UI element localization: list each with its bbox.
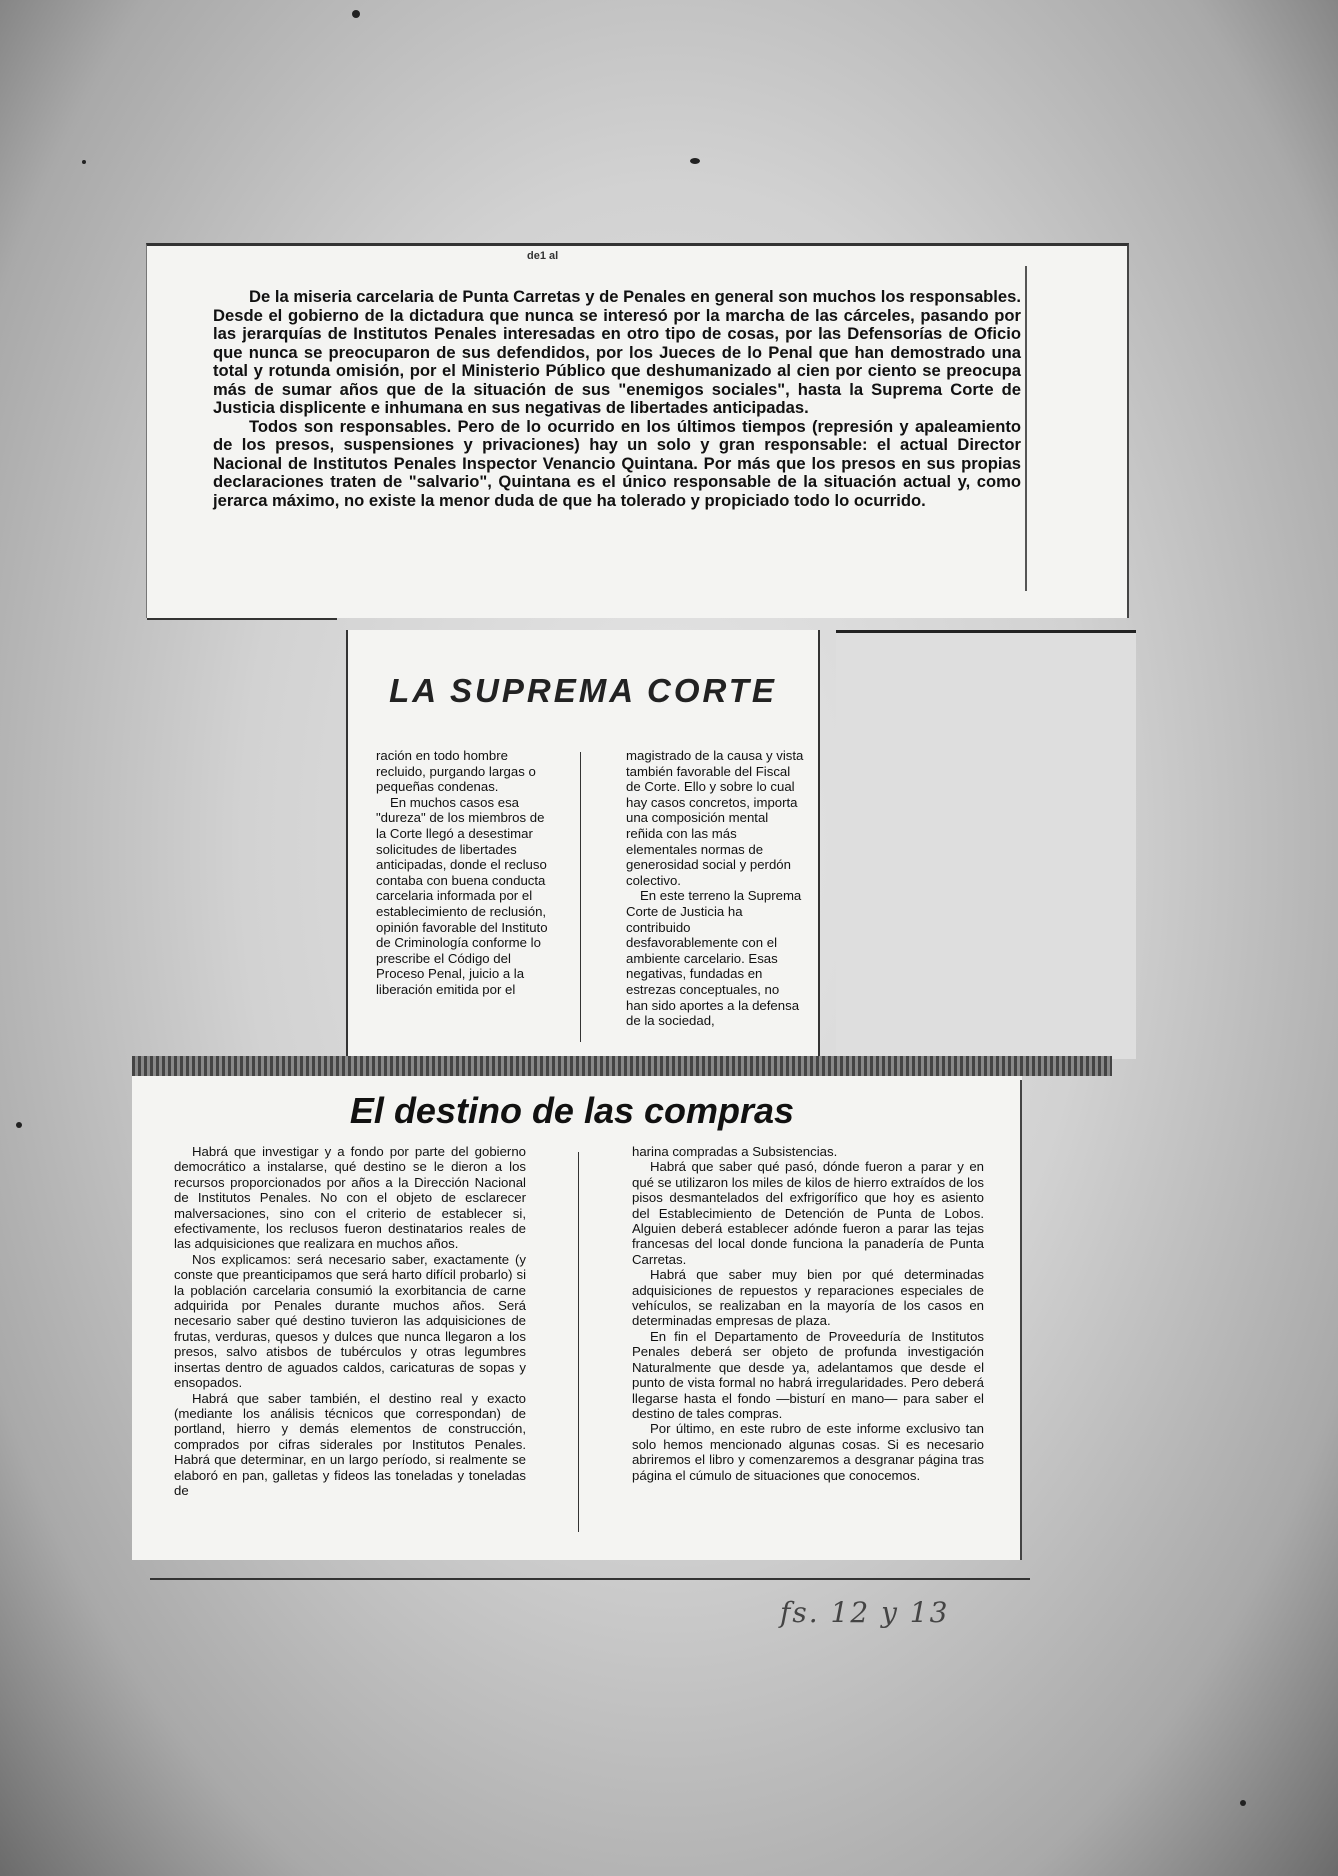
paragraph: Habrá que saber también, el destino real y exacto (mediante los análisis técnicos que correspondan) de portland, hierro y demás elementos de construcción, comprados por cifras siderales por Institutos Penales. Habrá que determinar, en un largo período, si realmente se elaboró en pan, galletas y fideos las toneladas y toneladas de <box>174 1390 526 1498</box>
scan-speck <box>352 10 360 18</box>
top-clipping <box>146 243 1129 618</box>
divider <box>147 618 337 620</box>
divider <box>1020 1080 1022 1560</box>
scan-speck <box>16 1122 22 1128</box>
paragraph: En fin el Departamento de Proveeduría de Institutos Penales deberá ser objeto de profunda investigación Naturalmente que desde ya, adelantamos que desde el punto de vista formal no habrá irregularidades. Pero deberá llegarse hasta el fondo —bisturí en mano— para saber el destino de tales compras. <box>632 1328 984 1421</box>
scan-speck <box>690 158 700 164</box>
article-column <box>376 748 554 998</box>
middle-clipping <box>346 630 820 1056</box>
article-column <box>174 1144 526 1498</box>
paragraph: En muchos casos esa "dureza" de los miembros de la Corte llegó a desestimar solicitudes de libertades anticipadas, donde el recluso contaba con buena conducta carcelaria informada por el establecimiento de reclusión, opinión favorable del Instituto de Criminología conforme lo prescribe el Código del Proceso Penal, juicio a la liberación emitida por el <box>376 794 548 997</box>
paragraph: Habrá que saber muy bien por qué determinadas adquisiciones de repuestos y reparaciones especiales de vehículos, se realizaban en la mayoría de los casos en determinadas empresas de plaza. <box>632 1267 984 1329</box>
divider <box>1025 266 1027 591</box>
article-column <box>632 1144 984 1483</box>
paragraph: En este terreno la Suprema Corte de Justicia ha contribuido desfavorablemente con el ambiente carcelario. Esas negativas, fundadas en estrezas conceptuales, no han sido aportes a la defensa de la sociedad, <box>626 888 802 1029</box>
stamp-mark: de1 al <box>527 250 559 262</box>
scan-speck <box>82 160 86 164</box>
paragraph: harina compradas a Subsistencias. <box>632 1144 838 1159</box>
column-divider <box>578 1152 579 1532</box>
scan-speck <box>1240 1800 1246 1806</box>
paragraph: Por último, en este rubro de este informe exclusivo tan solo hemos mencionado algunas cosas. Si es necesario abriremos el libro y comenzaremos a desgranar página tras página el cúmulo de situaciones que conocemos. <box>632 1421 984 1483</box>
top-article-text <box>213 288 1021 510</box>
article-column <box>626 748 804 1029</box>
header-bar <box>132 1056 1112 1076</box>
article-headline: LA SUPREMA CORTE <box>389 672 777 709</box>
paragraph: Habrá que investigar y a fondo por parte del gobierno democrático a instalarse, qué destino se le dieron a los recursos proporcionados por años a la Dirección Nacional de Institutos Penales. No con el objeto de esclarecer malversaciones, sino con el criterio de establecer si, efectivamente, los reclusos fueron destinatarios reales de las adquisiciones que realizara en muchos años. <box>174 1144 526 1252</box>
paragraph: Habrá que saber qué pasó, dónde fueron a parar y en qué se utilizaron los miles de kilos de hierro extraídos de los pisos desmantelados del exfrigorífico que hoy es asiento del Establecimiento de Detención de Punta de Lobos. Alguien deberá establecer adónde fueron a parar las tejas francesas del local donde funciona la panadería de Punta Carretas. <box>632 1159 984 1267</box>
article-headline: El destino de las compras <box>349 1090 795 1131</box>
bottom-clipping <box>132 1056 1022 1560</box>
paragraph: Todos son responsables. Pero de lo ocurrido en los últimos tiempos (represión y apaleamiento de los presos, suspensiones y privaciones) hay un solo y gran responsable: el actual Director Nacional de Institutos Penales Inspector Venancio Quintana. Por más que los presos en sus propias declaraciones traten de "salvario", Quintana es el único responsable de la situación actual y, como jerarca máximo, no existe la menor duda de que ha tolerado y propiciado todo lo ocurrido. <box>213 416 1021 510</box>
divider <box>150 1578 1030 1580</box>
blank-clipping <box>836 630 1136 1059</box>
paragraph: De la miseria carcelaria de Punta Carretas y de Penales en general son muchos los responsables. Desde el gobierno de la dictadura que nunca se interesó por la marcha de las cárceles, pasando por las jerarquías de Institutos Penales interesadas en otro tipo de cosas, por las Defensorías de Oficio que nunca se preocuparon de sus defendidos, por los Jueces de lo Penal que han demostrado una total y rotunda omisión, por el Ministerio Público que deshumanizado al cien por ciento se preocupa más de sumar años que de la situación de sus "enemigos sociales", hasta la Suprema Corte de Justicia displicente e inhumana en sus negativas de libertades anticipadas. <box>213 287 1021 417</box>
paragraph: Nos explicamos: será necesario saber, exactamente (y conste que preanticipamos que será harto difícil probarlo) si la población carcelaria consumió la exorbitancia de carne adquirida por Penales durante muchos años. Será necesario saber qué destino tuvieron las adquisiciones de frutas, verduras, quesos y dulces que nunca llegaron a los presos, salvo atisbos de tubérculos y otras legumbres insertas dentro de aguados caldos, caricaturas de sopas y ensopados. <box>174 1251 526 1391</box>
column-divider <box>580 752 581 1042</box>
paragraph: ración en todo hombre recluido, purgando largas o pequeñas condenas. <box>376 748 536 795</box>
handwritten-annotation: fs. 12 y 13 <box>780 1596 950 1629</box>
paragraph: magistrado de la causa y vista también favorable del Fiscal de Corte. Ello y sobre lo cual hay casos concretos, importa una composición mental reñida con las más elementales normas de generosidad social y perdón colectivo. <box>626 748 804 888</box>
